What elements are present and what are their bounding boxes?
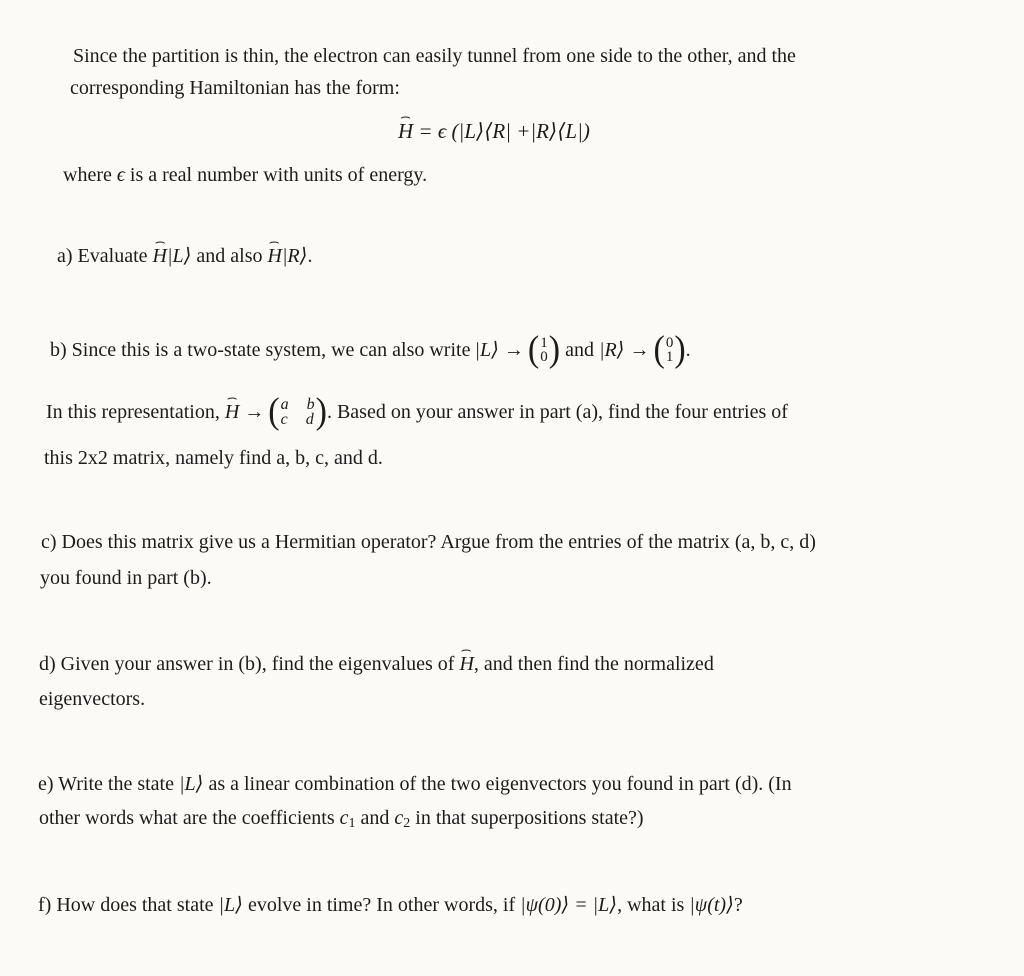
vector-R-bottom: 1	[665, 349, 674, 365]
part-d-h: ⌢ H	[459, 652, 473, 676]
hamiltonian-matrix: ( a b c d )	[268, 391, 327, 432]
coeff-c2-sub: 2	[403, 816, 411, 831]
part-a-end: .	[307, 245, 313, 267]
matrix-a: a	[280, 396, 289, 413]
part-e-ket: |L⟩	[179, 773, 204, 795]
where-suffix: is a real number with units of energy.	[124, 164, 428, 186]
part-a-expr2: |R⟩	[281, 245, 308, 267]
coeff-c2: c	[394, 807, 404, 829]
hamiltonian-equation	[398, 118, 590, 144]
vector-L-bottom: 0	[540, 349, 548, 365]
matrix-b: b	[306, 396, 315, 413]
intro-line-1: Since the partition is thin, the electron can easily tunnel from one side to the other, and the	[73, 45, 796, 67]
part-e-line-2	[39, 806, 644, 836]
part-f-ket: |L⟩	[218, 894, 243, 916]
part-d-line-1	[39, 652, 714, 676]
part-b-arrow: →	[239, 401, 265, 423]
part-b-line2-suffix: . Based on your answer in part (a), find the four entries of	[326, 401, 788, 423]
part-d-line-2: eigenvectors.	[39, 688, 146, 710]
part-a-h2: ⌢ H	[267, 244, 281, 268]
part-b-end: .	[685, 339, 691, 361]
part-b-ket-L: |L⟩ →	[474, 339, 524, 361]
hamiltonian-symbol: ⌢ H	[398, 118, 413, 144]
part-f-end: ?	[733, 894, 743, 916]
vector-L: ( 1 0 )	[527, 329, 561, 370]
part-b-line-3: this 2x2 matrix, namely find a, b, c, and d.	[44, 447, 383, 469]
vector-R-top: 0	[665, 335, 674, 351]
part-d-suffix: , and then find the normalized	[473, 653, 714, 675]
part-e-prefix: e) Write the state	[38, 773, 179, 795]
part-c-line-2: you found in part (b).	[40, 567, 212, 589]
vector-R: ( 0 1 )	[653, 329, 686, 370]
part-e-line2-suffix: in that superpositions state?)	[410, 807, 644, 829]
part-e-line-1	[38, 772, 792, 796]
coeff-c1: c	[339, 807, 349, 829]
part-b-ket-R: |R⟩ →	[598, 339, 650, 361]
matrix-d: d	[305, 411, 314, 428]
part-f-middle: evolve in time? In other words, if	[242, 894, 521, 916]
part-b-h: ⌢ H	[225, 400, 239, 424]
part-a-expr1: |L⟩	[166, 245, 192, 267]
part-d-prefix: d) Given your answer in (b), find the eigenvalues of	[39, 653, 460, 675]
part-b-line-1	[50, 330, 691, 370]
part-e-suffix: as a linear combination of the two eigenvectors you found in part (d). (In	[203, 773, 792, 795]
part-f-middle2: , what is	[617, 894, 690, 916]
part-a-label: a) Evaluate	[57, 245, 153, 267]
vector-L-top: 1	[540, 335, 548, 351]
where-line	[63, 163, 427, 187]
matrix-c: c	[280, 411, 288, 428]
epsilon-symbol: ϵ	[116, 164, 125, 186]
part-b-line2-prefix: In this representation,	[46, 401, 225, 423]
part-a-middle: and also	[191, 245, 268, 267]
intro-line-2: corresponding Hamiltonian has the form:	[70, 77, 400, 99]
part-a-h1: ⌢ H	[153, 244, 167, 268]
part-b-intro: b) Since this is a two-state system, we can also write	[50, 339, 471, 361]
part-c-line-1: c) Does this matrix give us a Hermitian operator? Argue from the entries of the matrix (a, b, c, d)	[41, 531, 816, 553]
part-e-and: and	[355, 807, 395, 829]
part-b-and: and	[560, 339, 599, 361]
coeff-c1-sub: 1	[348, 816, 356, 831]
part-e-line2-prefix: other words what are the coefficients	[39, 807, 340, 829]
part-f-prefix: f) How does that state	[38, 894, 219, 916]
hamiltonian-rhs: = ϵ (|L⟩⟨R| +|R⟩⟨L|)	[413, 119, 590, 143]
part-f-line	[38, 893, 743, 917]
part-b-line-2	[46, 392, 788, 432]
part-f-expr1: |ψ(0)⟩ = |L⟩	[520, 894, 618, 916]
where-prefix: where	[63, 164, 117, 186]
part-f-expr2: |ψ(t)⟩	[689, 894, 734, 916]
part-a	[57, 244, 312, 268]
